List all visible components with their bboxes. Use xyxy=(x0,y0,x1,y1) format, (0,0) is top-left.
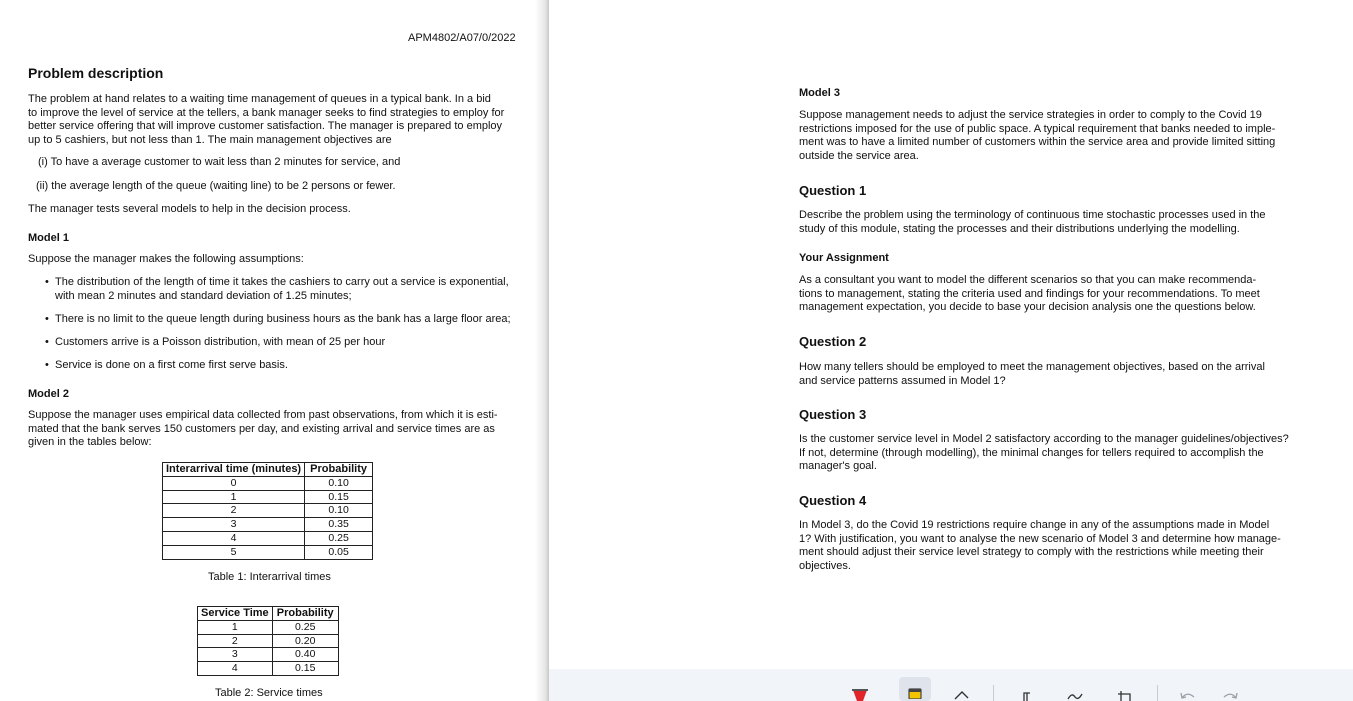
objective-item: (i) To have a average customer to wait less than 2 minutes for service, and xyxy=(38,156,401,168)
assignment-line: As a consultant you want to model the different scenarios so that you can make recommenda- xyxy=(799,274,1257,286)
bullet-item xyxy=(45,313,511,327)
page-gutter-shadow xyxy=(535,0,549,701)
table-cell: 1 xyxy=(198,620,273,634)
question3-heading: Question 3 xyxy=(799,407,867,422)
undo-button[interactable] xyxy=(1171,679,1203,701)
model3-heading: Model 3 xyxy=(799,87,840,99)
model3-line: restrictions imposed for the use of public space. A typical requirement that banks needed to imple- xyxy=(799,122,1276,135)
table-cell: 0.25 xyxy=(305,531,373,545)
table-cell: 3 xyxy=(163,518,305,532)
table-cell: 2 xyxy=(163,504,305,518)
question1-line: Describe the problem using the terminology of continuous time stochastic processes used in the xyxy=(799,209,1266,221)
problem-line: better service offering that will improve customer satisfaction. The manager is prepared to employ xyxy=(28,120,503,133)
question3-line: Is the customer service level in Model 2 satisfactory according to the manager guidelines/objectives? xyxy=(799,433,1289,445)
table-cell: 1 xyxy=(163,490,305,504)
touch-draw-tool-button[interactable] xyxy=(1059,679,1091,701)
eraser-tool-button[interactable] xyxy=(946,679,978,701)
problem-line: The problem at hand relates to a waiting time management of queues in a typical bank. In a bid xyxy=(28,93,491,105)
question1-line: study of this module, stating the processes and their distributions underlying the modelling. xyxy=(799,222,1240,235)
table-row xyxy=(198,662,339,676)
table-cell: 0.25 xyxy=(272,620,338,634)
model2-heading: Model 2 xyxy=(28,388,69,400)
bullet-line: The distribution of the length of time it takes the cashiers to carry out a service is exponential, xyxy=(55,276,509,288)
question2-line: and service patterns assumed in Model 1? xyxy=(799,374,1006,387)
table-cell: 0.40 xyxy=(272,648,338,662)
table-cell: 5 xyxy=(163,545,305,559)
problem-line: up to 5 cashiers, but not less than 1. The main management objectives are xyxy=(28,133,392,146)
question1-paragraph xyxy=(799,209,1290,236)
question1-heading: Question 1 xyxy=(799,183,867,198)
problem-heading: Problem description xyxy=(28,65,164,81)
table-row xyxy=(163,531,373,545)
redo-button[interactable] xyxy=(1215,679,1247,701)
text-box-tool-button[interactable] xyxy=(1011,679,1043,701)
table-header-cell: Interarrival time (minutes) xyxy=(163,463,305,477)
bullet-line: with mean 2 minutes and standard deviation of 1.25 minutes; xyxy=(55,289,352,302)
model2-line: mated that the bank serves 150 customers per day, and existing arrival and service times are as xyxy=(28,422,495,435)
text-box-icon xyxy=(1016,679,1038,701)
table-header-row xyxy=(163,463,373,477)
bullet-dot: • xyxy=(45,313,49,325)
assignment-heading: Your Assignment xyxy=(799,252,889,264)
touch-draw-icon xyxy=(1064,679,1086,701)
toolbar-divider xyxy=(993,685,994,701)
model3-line: ment was to have a limited number of customers within the service area and provide limited sitting xyxy=(799,136,1276,149)
question2-paragraph xyxy=(799,361,1290,388)
highlighter-tool-button[interactable] xyxy=(899,677,931,701)
question3-paragraph xyxy=(799,433,1296,474)
question2-line: How many tellers should be employed to meet the management objectives, based on the arrival xyxy=(799,361,1265,373)
question2-heading: Question 2 xyxy=(799,334,867,349)
model3-line: Suppose management needs to adjust the service strategies in order to comply to the Covid 19 xyxy=(799,109,1262,121)
question4-paragraph xyxy=(799,519,1290,573)
table-cell: 4 xyxy=(163,531,305,545)
model3-line: outside the service area. xyxy=(799,149,919,162)
table-cell: 3 xyxy=(198,648,273,662)
pen-tool-button[interactable] xyxy=(844,679,876,701)
table2-caption: Table 2: Service times xyxy=(215,687,323,699)
highlighter-yellow-icon xyxy=(904,677,926,699)
table-cell: 0.20 xyxy=(272,634,338,648)
interarrival-table xyxy=(162,462,373,560)
table-cell: 0 xyxy=(163,476,305,490)
undo-icon xyxy=(1176,679,1198,701)
assignment-line: management expectation, you decide to base your decision analysis one the questions below. xyxy=(799,301,1256,314)
table-row xyxy=(163,504,373,518)
table-cell: 0.05 xyxy=(305,545,373,559)
bullet-item xyxy=(45,359,288,373)
bullet-item xyxy=(45,276,519,303)
question4-line: 1? With justification, you want to analyse the new scenario of Model 3 and determine how manage- xyxy=(799,532,1281,545)
table-row xyxy=(163,476,373,490)
table-cell: 0.10 xyxy=(305,504,373,518)
table-cell: 0.15 xyxy=(272,662,338,676)
question4-line: objectives. xyxy=(799,559,851,572)
table-header-cell: Probability xyxy=(305,463,373,477)
redo-icon xyxy=(1220,679,1242,701)
bullet-line: Service is done on a first come first serve basis. xyxy=(55,359,288,371)
table-row xyxy=(163,545,373,559)
pen-red-icon xyxy=(849,679,871,701)
question4-heading: Question 4 xyxy=(799,493,867,508)
model2-line: given in the tables below: xyxy=(28,436,152,449)
toolbar-divider xyxy=(1157,685,1158,701)
question3-line: If not, determine (through modelling), the minimal changes for tellers required to accomplish the xyxy=(799,446,1264,459)
table-cell: 0.15 xyxy=(305,490,373,504)
bullet-dot: • xyxy=(45,336,49,348)
crop-icon xyxy=(1114,679,1136,701)
crop-tool-button[interactable] xyxy=(1109,679,1141,701)
ink-toolbar xyxy=(549,669,1353,701)
table-row xyxy=(163,518,373,532)
bullet-line: Customers arrive is a Poisson distribution, with mean of 25 per hour xyxy=(55,336,386,348)
problem-line: to improve the level of service at the tellers, a bank manager seeks to find strategies to employ for xyxy=(28,106,505,119)
left-page xyxy=(0,0,548,701)
model1-heading: Model 1 xyxy=(28,232,69,244)
bullet-item xyxy=(45,336,386,350)
assignment-paragraph xyxy=(799,274,1290,315)
document-code: APM4802/A07/0/2022 xyxy=(408,32,516,44)
table-header-cell: Service Time xyxy=(198,607,273,621)
table-cell: 0.35 xyxy=(305,518,373,532)
table-cell: 0.10 xyxy=(305,476,373,490)
tests-text: The manager tests several models to help in the decision process. xyxy=(28,203,351,215)
eraser-icon xyxy=(951,679,973,701)
assignment-line: tions to management, stating the criteria used and findings for your recommendations. To meet xyxy=(799,287,1260,300)
model1-intro: Suppose the manager makes the following assumptions: xyxy=(28,253,304,265)
table-row xyxy=(198,634,339,648)
table-header-row xyxy=(198,607,339,621)
model2-line: Suppose the manager uses empirical data collected from past observations, from which it is esti- xyxy=(28,409,498,421)
table-row xyxy=(198,648,339,662)
table-cell: 4 xyxy=(198,662,273,676)
model2-paragraph xyxy=(28,409,519,450)
table-cell: 2 xyxy=(198,634,273,648)
bullet-dot: • xyxy=(45,276,49,288)
objective-item: (ii) the average length of the queue (waiting line) to be 2 persons or fewer. xyxy=(36,180,396,192)
table1-caption: Table 1: Interarrival times xyxy=(208,571,331,583)
question3-line: manager's goal. xyxy=(799,460,877,473)
bullet-dot: • xyxy=(45,359,49,371)
model3-paragraph xyxy=(799,109,1290,163)
question4-line: In Model 3, do the Covid 19 restrictions require change in any of the assumptions made in Model xyxy=(799,519,1270,531)
service-time-table xyxy=(197,606,339,676)
problem-paragraph xyxy=(28,93,519,147)
question4-line: ment should adjust their service level strategy to comply with the restrictions while meeting their xyxy=(799,546,1264,559)
table-header-cell: Probability xyxy=(272,607,338,621)
bullet-line: There is no limit to the queue length during business hours as the bank has a large floor area; xyxy=(55,313,511,325)
table-row xyxy=(198,620,339,634)
right-page xyxy=(549,0,1353,701)
table-row xyxy=(163,490,373,504)
